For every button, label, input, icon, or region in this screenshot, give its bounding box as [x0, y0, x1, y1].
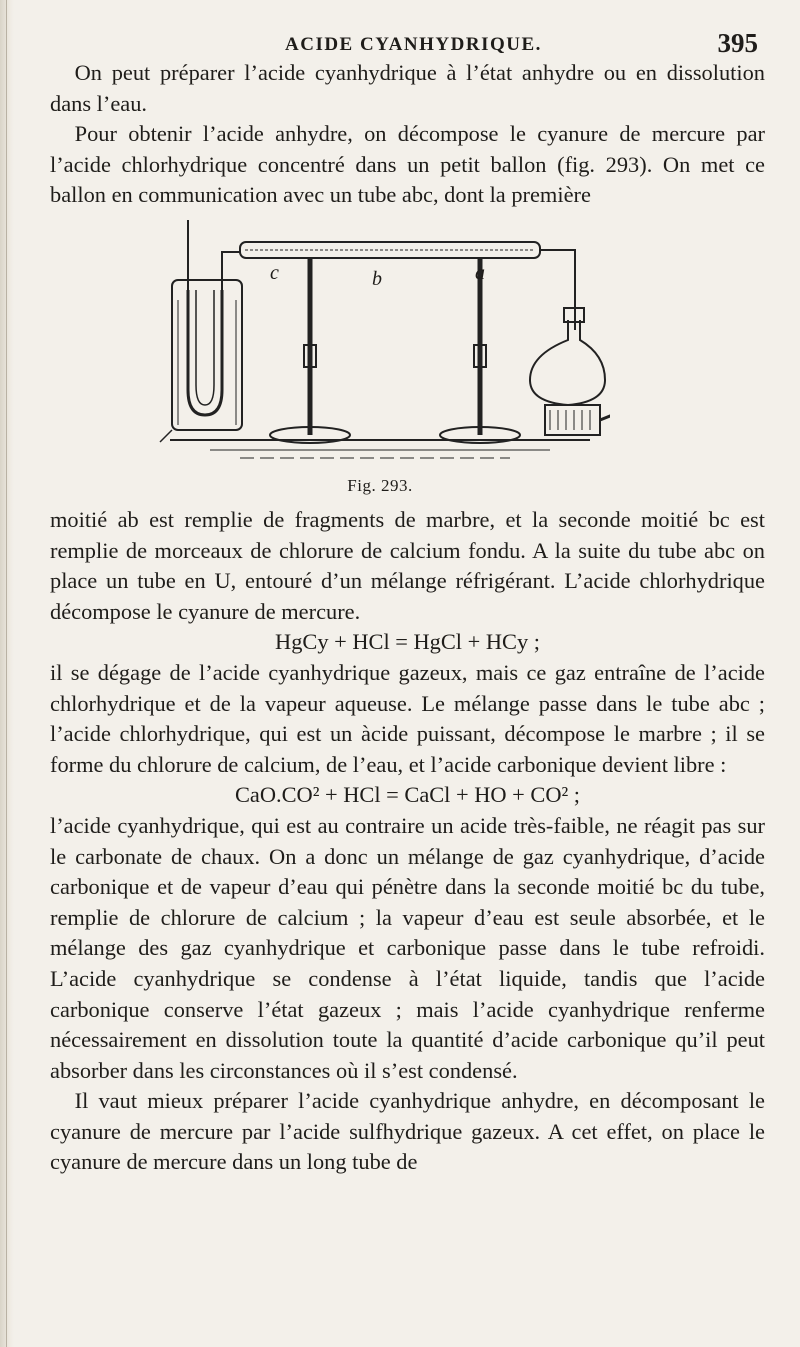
page-header [130, 28, 770, 58]
label-b: b [372, 268, 382, 290]
page-binding-edge [0, 0, 14, 1347]
equation: CaO.CO² + HCl = CaCl + HO + CO² ; [234, 782, 581, 808]
apparatus-illustration [150, 180, 610, 470]
paragraph: Pour obtenir l’acide anhydre, on décompose le cyanure de mercure par l’acide chlorhydrique concentré dans un petit ballon (fig. 293). On met ce ballon en communication avec un tube abc, dont la première [50, 121, 765, 208]
figure-caption: Fig. 293. [347, 476, 413, 495]
label-a: a [475, 262, 485, 284]
running-title: ACIDE CYANHYDRIQUE. [285, 34, 542, 55]
paragraph: On peut préparer l’acide cyanhydrique à l’état anhydre ou en dissolution dans l’eau. [50, 60, 765, 116]
equation: HgCy + HCl = HgCl + HCy ; [275, 629, 540, 655]
paragraph: moitié ab est remplie de fragments de marbre, et la seconde moitié bc est remplie de morceaux de chlorure de calcium fondu. A la suite du tube abc on place un tube en U, entouré d’un mélange réfrigérant. L’acide chlorhydrique décompose le cyanure de mercure. [50, 507, 765, 624]
paragraph: il se dégage de l’acide cyanhydrique gazeux, mais ce gaz entraîne de l’acide chlorhydrique et de la vapeur aqueuse. Le mélange passe dans le tube abc ; l’acide chlorhydrique, qui est un àcide puissant, décompose le marbre ; il se forme du chlorure de calcium, de l’eau, et l’acide carbonique devient libre : [50, 659, 765, 777]
page-number: 395 [717, 28, 758, 58]
paragraph: l’acide cyanhydrique, qui est au contraire un acide très-faible, ne réagit pas sur le carbonate de chaux. On a donc un mélange de gaz cyanhydrique, d’acide carbonique et de vapeur d’eau qui pénètre dans la seconde moitié bc du tube, remplie de chlorure de calcium ; la vapeur d’eau est seule absorbée, et le mélange des gaz cyanhydrique et carbonique passe dans le tube refroidi. L’acide cyanhydrique se condense à l’état liquide, tandis que l’acide carbonique conserve l’état gazeux ; mais l’acide cyanhydrique renferme nécessairement en dissolution toute la quantité d’acide carbonique qu’il peut absorber dans les circonstances où il s’est condensé. [50, 812, 765, 1083]
label-c: c [270, 262, 279, 284]
figure-apparatus [150, 180, 610, 495]
paragraph: Il vaut mieux préparer l’acide cyanhydrique anhydre, en décomposant le cyanure de mercure par l’acide sulfhydrique gazeux. A cet effet, on place le cyanure de mercure dans un long tube de [50, 1088, 765, 1175]
bottom-text [50, 505, 765, 1178]
